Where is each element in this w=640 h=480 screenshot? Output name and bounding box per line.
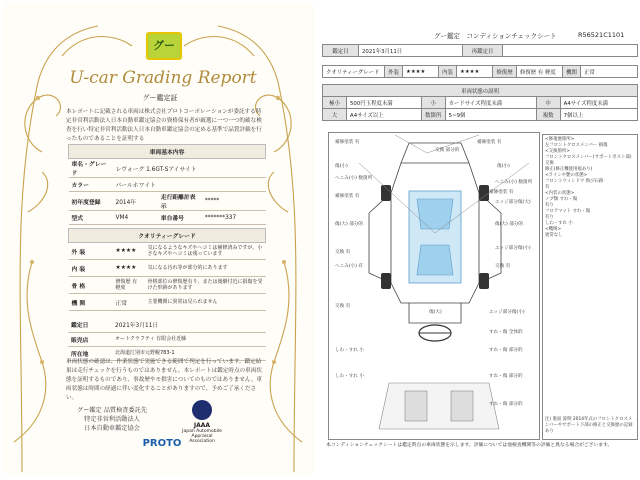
- legend-title: 車両状態の説明: [323, 85, 638, 97]
- vehicle-info-table: [68, 144, 266, 239]
- note-line: <交換箇所>: [545, 149, 570, 154]
- note-line: フロントクロスメンバー(サポートポスト部)交換: [545, 155, 632, 166]
- note-line: 異常なし: [545, 233, 563, 238]
- note-line: 注) 裏面 説明 2014年式のフロントクロスメンバーやサポート下部の修正と交換歴の記録あり: [545, 417, 633, 434]
- row-value: パールホワイト: [113, 178, 266, 192]
- jaaa-sub: Japan Automobile Appraisal Association: [182, 429, 222, 444]
- note-line: <内装の状態>: [545, 191, 575, 196]
- row-value: レヴォーグ 1.6GT-Sアイサイト: [113, 159, 266, 178]
- table-row: [69, 277, 266, 294]
- damage-label: 交換 部分的: [435, 148, 460, 153]
- damage-label: 傷(大) 部分的: [335, 222, 364, 227]
- damage-label: すれ・傷 全体的: [489, 330, 523, 335]
- table-row: [69, 211, 266, 225]
- legend-desc: 500円玉程度未満: [347, 97, 422, 109]
- damage-label: 交換 有: [495, 264, 511, 269]
- grade-desc: 骨格部位の修復歴有り、または後継付近に損傷を受けた形跡があります: [145, 277, 266, 294]
- note-line: しわ・すれ 小: [545, 221, 573, 226]
- date-label: 鑑定日: [323, 45, 359, 57]
- damage-label: しわ・すれ 小: [335, 348, 365, 353]
- damage-label: 補修塗装 有: [477, 140, 502, 145]
- row-value: *******337: [202, 211, 266, 225]
- legend-term: 中: [536, 97, 560, 109]
- damage-label: すれ・傷 部分的: [489, 348, 523, 353]
- quality-title: クオリティーグレード: [69, 229, 266, 243]
- grade-desc: 気になる汚れ等が部分的にあります: [145, 260, 266, 277]
- row-label: 車台番号: [158, 211, 202, 225]
- proto-logo: PROTO: [142, 438, 182, 449]
- organization-name: [72, 406, 152, 433]
- row-label: 販売店: [68, 332, 112, 346]
- certificate-remarks: 車両状態の確認は、作業状態で実施できる範囲で判定を行っています。鑑定結果は走行チェックを行うものではありません。本レポートは鑑定時点の車両状態を証明するものであり、事故歴やモ損害についてのものではありません。車両状態は時間の経過に伴い変化することがありますので、予めご了承ください。: [66, 359, 263, 401]
- table-row: [69, 294, 266, 311]
- damage-label: 傷(小): [335, 164, 348, 169]
- damage-label: 補修塗装 有: [335, 140, 360, 145]
- note-line: 修正(修正機使用痕あり): [545, 167, 593, 172]
- appraisal-date: 2021年3月11日: [359, 45, 463, 57]
- table-row: [69, 243, 266, 260]
- table-row: [68, 318, 266, 332]
- note-line: ノブ類 すれ・傷: [545, 197, 578, 202]
- exterior-grade: ★★★★: [403, 66, 439, 78]
- condition-legend-table: [322, 84, 638, 121]
- legend-term: 極小: [323, 97, 347, 109]
- exterior-label: 外装: [385, 66, 403, 78]
- damage-label: すれ・傷 部分的: [489, 374, 523, 379]
- note-line: 有り: [545, 215, 554, 220]
- certificate-subtitle: グー鑑定証: [142, 94, 178, 102]
- condition-notes: [542, 134, 638, 440]
- appraisal-date-table: [322, 44, 638, 57]
- damage-label: へこみ(小) 数箇所: [335, 176, 373, 181]
- note-line: 左フロントクロスメンバー 損傷: [545, 143, 608, 148]
- table-row: [69, 178, 266, 192]
- row-label: 車名・グレード: [69, 159, 113, 178]
- dealer-table: [68, 318, 266, 361]
- grade-label: 内 装: [69, 260, 113, 277]
- damage-label: 傷(大): [429, 310, 442, 315]
- note-line: フロントウィンドウ 飛び石跡: [545, 179, 604, 184]
- interior-grade: ★★★★: [457, 66, 493, 78]
- row-value: 2014年: [113, 192, 158, 211]
- row-label: 鑑定日: [68, 318, 112, 332]
- damage-label: エッジ部分傷(小): [489, 310, 525, 315]
- damage-label: エッジ部分傷(大): [495, 200, 531, 205]
- damage-label: 傷(大) 部分的: [495, 222, 524, 227]
- quality-label: クオリティーグレード: [323, 66, 385, 78]
- jaaa-logo-icon: [192, 400, 212, 420]
- grade-desc: 気になるようなキズやヘコミは補修済みですが、小さなキズやヘコミは残っています: [145, 243, 266, 260]
- repair-value: 修復歴 有 軽度: [517, 66, 563, 78]
- vehicle-damage-diagram: [328, 132, 540, 440]
- quality-summary-table: [322, 65, 638, 78]
- sheet-code: R56521C1101: [578, 31, 625, 39]
- damage-label: すれ・傷 部分的: [489, 402, 523, 407]
- legend-desc: カードサイズ程度未満: [445, 97, 536, 109]
- grade-value: ★★★★: [113, 260, 145, 277]
- damage-label: 補修塗装 有: [335, 194, 360, 199]
- legend-term: 複数: [536, 109, 560, 121]
- damage-label: へこみ(小) 数箇所: [495, 180, 533, 185]
- note-line: 有り: [545, 203, 554, 208]
- sheet-footer: 本コンディションチェックシートは鑑定時点の車両状態を示します。評価については他検査機関等の評価と異なる場合がございます。: [326, 443, 613, 448]
- dealer-address: 北海道江別市元野幌783-1: [112, 346, 266, 360]
- note-line: <機関>: [545, 227, 562, 232]
- table-row: [69, 192, 266, 211]
- sheet-title: グー鑑定 コンディションチェックシート: [434, 32, 557, 40]
- legend-desc: 5~9個: [445, 109, 536, 121]
- engine-label: 機関: [563, 66, 581, 78]
- row-label: カラー: [69, 178, 113, 192]
- reappraisal-date: [503, 45, 638, 57]
- legend-term: 小: [421, 97, 445, 109]
- vehicle-section-title: 車両基本内容: [69, 145, 266, 159]
- damage-label: 傷(小): [497, 164, 510, 169]
- row-label: 所在地: [68, 346, 112, 360]
- grade-label: 機 関: [69, 294, 113, 311]
- jaaa-label: JAAA: [193, 422, 211, 429]
- grade-value: 修復歴 有 軽度: [113, 277, 145, 294]
- grade-desc: 主要機関に異常は見られません: [145, 294, 266, 311]
- org-line: 特定非営利活動法人: [84, 416, 140, 423]
- note-line: <ラインや艶の状態>: [545, 173, 588, 178]
- legend-row: [323, 97, 638, 109]
- reappraisal-label: 再鑑定日: [463, 45, 503, 57]
- note-line: <修復歴箇所>: [545, 137, 575, 142]
- damage-label: へこみ(小) 有: [335, 264, 364, 269]
- inspection-date: 2021年3月11日: [112, 318, 266, 332]
- damage-label: エッジ部分傷(小): [495, 246, 531, 251]
- table-row: [69, 260, 266, 277]
- grade-label: 骨 格: [69, 277, 113, 294]
- grading-certificate: [2, 2, 314, 474]
- damage-label: 補修塗装 有: [489, 190, 514, 195]
- interior-label: 内装: [439, 66, 457, 78]
- legend-row: [323, 109, 638, 121]
- damage-label: 交換 有: [335, 304, 351, 309]
- damage-label: 交換 有: [335, 250, 351, 255]
- grade-value: 正常: [113, 294, 145, 311]
- goo-logo-text: グー: [153, 39, 175, 52]
- row-label: 初年度登録: [69, 192, 113, 211]
- org-line: 日本自動車鑑定協会: [84, 425, 140, 432]
- interior-seat-icon: [379, 383, 499, 429]
- note-line: 有: [545, 185, 550, 190]
- row-label: 走行距離計表示: [158, 192, 202, 211]
- goo-logo: [146, 32, 182, 60]
- row-value: *****: [202, 192, 266, 211]
- condition-check-sheet: [322, 44, 638, 121]
- table-row: [68, 332, 266, 346]
- row-value: VM4: [113, 211, 158, 225]
- damage-label: しわ・すれ 小: [335, 374, 365, 379]
- note-line: フロアマット すれ・傷: [545, 209, 591, 214]
- quality-grade-table: [68, 228, 266, 311]
- grade-label: 外 装: [69, 243, 113, 260]
- org-line: グー鑑定 品質検査委託先: [76, 407, 148, 414]
- certificate-title: U-car Grading Report: [69, 68, 257, 88]
- legend-desc: 7個以上: [560, 109, 637, 121]
- table-row: [69, 159, 266, 178]
- legend-desc: A4サイズ程度未満: [560, 97, 637, 109]
- grade-value: ★★★★: [113, 243, 145, 260]
- legend-desc: A4サイズ以上: [347, 109, 422, 121]
- repair-label: 修復歴: [493, 66, 517, 78]
- legend-term: 大: [323, 109, 347, 121]
- certificate-intro: 本レポートに記載される車両は株式会社プロトコーポレーションが委託する特定非営利活動法人日本自動車鑑定協会の資格保有者が厳選に一つ一つ的確な検査を行い特定非営利活動法人日本自動車鑑定協会の定める基準で品質評価を行ったものであることを証明する: [66, 109, 262, 142]
- legend-term: 数箇所: [421, 109, 445, 121]
- engine-value: 正常: [581, 66, 638, 78]
- row-label: 型式: [69, 211, 113, 225]
- dealer-name: オートクラフティ 有限会社近藤: [112, 332, 266, 346]
